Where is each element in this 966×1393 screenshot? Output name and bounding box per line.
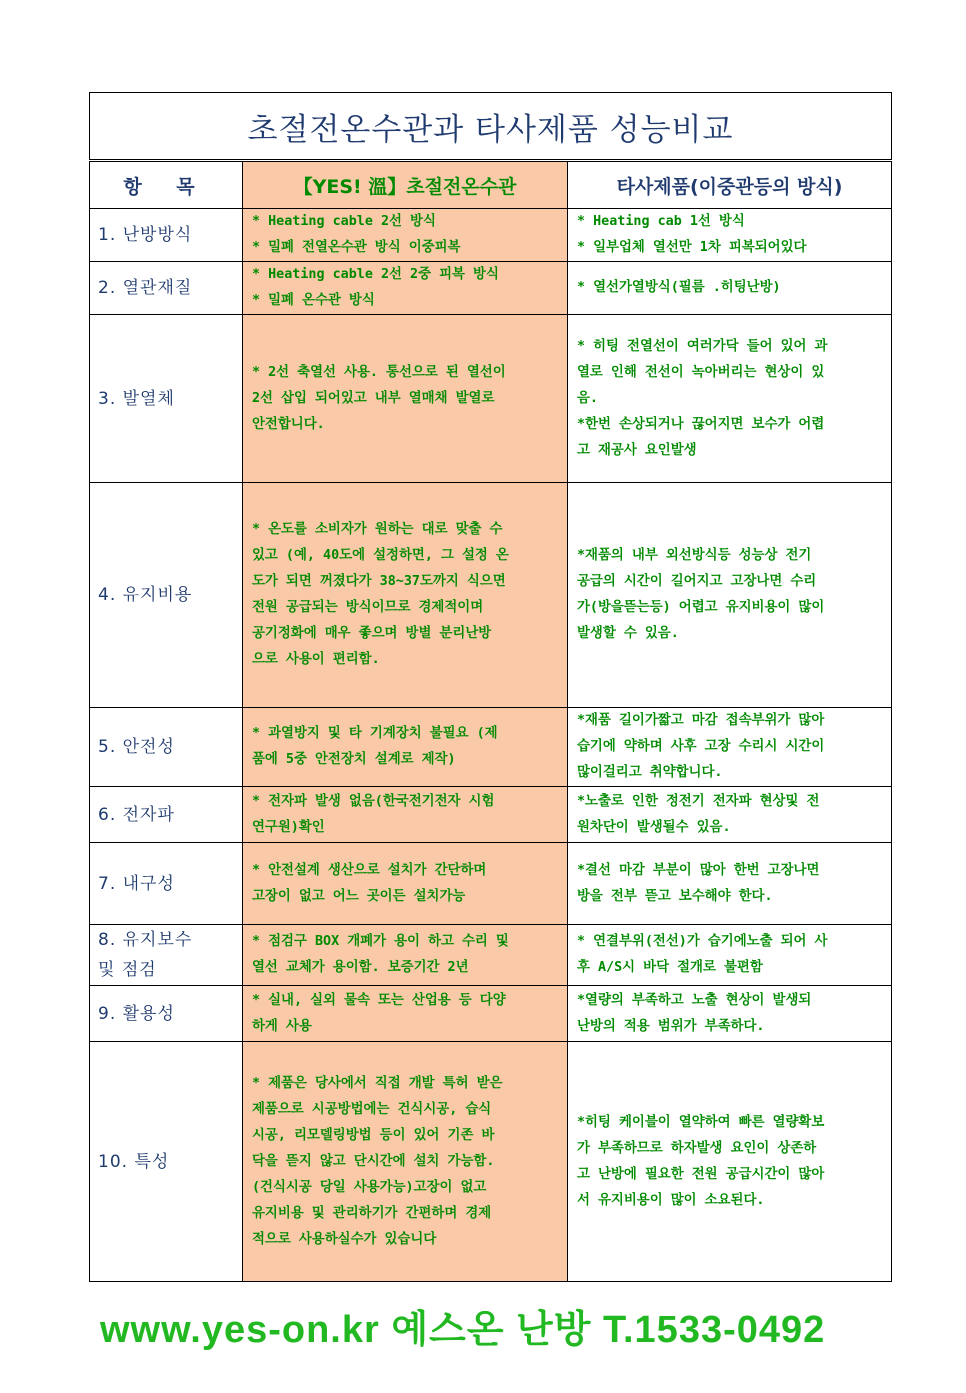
table-row [90, 1042, 892, 1282]
row-yes-cell [243, 986, 568, 1042]
row-other-cell [568, 787, 892, 843]
header-row [90, 161, 892, 209]
row-yes-cell [243, 925, 568, 986]
cell-line: 습기에 약하며 사후 고장 수리시 시간이 [577, 739, 825, 754]
row-yes-cell [243, 262, 568, 315]
table-row [90, 986, 892, 1042]
row-other-cell [568, 1042, 892, 1282]
cell-line: *결선 마감 부분이 많아 한번 고장나면 [577, 862, 820, 878]
cell-line: 열로 인해 전선이 녹아버리는 현상이 있 [577, 364, 825, 380]
cell-line: 공기정화에 매우 좋으며 방별 분리난방 [252, 626, 492, 641]
comparison-table [89, 92, 892, 1282]
cell-line: 가(방을뜯는등) 어렵고 유지비용이 많이 [577, 600, 825, 615]
cell-line: * Heating cable 2선 2중 피복 방식 [252, 267, 499, 282]
row-other-cell [568, 483, 892, 708]
table-row [90, 787, 892, 843]
cell-line: * 2선 축열선 사용. 통선으로 된 열선이 [252, 364, 506, 380]
cell-line: * 온도를 소비자가 원하는 대로 맞출 수 [252, 522, 503, 537]
footer-contact: www.yes-on.kr 예스온 난방 T.1533-0492 [100, 1309, 826, 1351]
header-yes-product: 【YES! 溫】초절전온수관 [243, 161, 568, 209]
cell-line: 안전합니다. [252, 416, 325, 432]
row-item-cell [90, 209, 243, 262]
cell-line: * 밀폐 전열온수관 방식 이중피복 [252, 240, 461, 255]
cell-line: 품에 5중 안전장치 설계로 제작) [252, 752, 456, 767]
row-other-cell [568, 986, 892, 1042]
row-yes-cell [243, 787, 568, 843]
row-other-cell [568, 843, 892, 925]
cell-line: 음. [577, 390, 598, 406]
cell-line: 2. 열관재질 [98, 278, 193, 298]
cell-line: *재품 길이가짧고 마감 접속부위가 많아 [577, 713, 825, 728]
cell-line: 적으로 사용하실수가 있습니다 [252, 1231, 437, 1247]
cell-line: 발생할 수 있음. [577, 626, 679, 641]
cell-line: 전원 공급되는 방식이므로 경제적이며 [252, 600, 484, 615]
row-yes-cell [243, 708, 568, 787]
table-row [90, 843, 892, 925]
cell-line: *재품의 내부 외선방식등 성능상 전기 [577, 548, 812, 563]
table-body [90, 209, 892, 1282]
row-other-cell [568, 262, 892, 315]
cell-line: 8. 유지보수 [98, 930, 193, 950]
cell-line: 고장이 없고 어느 곳이든 설치가능 [252, 888, 466, 904]
row-other-cell [568, 209, 892, 262]
row-item-cell [90, 787, 243, 843]
cell-line: * 실내, 실외 물속 또는 산업용 등 다양 [252, 992, 506, 1008]
cell-line: * 과열방지 및 타 기계장치 불필요 (제 [252, 726, 498, 741]
table-row [90, 262, 892, 315]
cell-line: * 히팅 전열선이 여러가닥 들어 있어 과 [577, 338, 828, 354]
table-row [90, 708, 892, 787]
row-yes-cell [243, 209, 568, 262]
cell-line: *열량의 부족하고 노출 현상이 발생되 [577, 992, 812, 1008]
cell-line: 시공, 리모델링방법 등이 있어 기존 바 [252, 1127, 495, 1143]
cell-line: 서 유지비용이 많이 소요된다. [577, 1192, 765, 1208]
row-other-cell [568, 708, 892, 787]
row-item-cell [90, 925, 243, 986]
table-row [90, 483, 892, 708]
cell-line: *한번 손상되거나 끊어지면 보수가 어렵 [577, 416, 825, 432]
cell-line: * 안전설계 생산으로 설치가 간단하며 [252, 862, 487, 878]
cell-line: 난방의 적용 범위가 부족하다. [577, 1018, 765, 1034]
cell-line: 열선 교체가 용이함. 보증기간 2년 [252, 960, 469, 975]
table-row [90, 925, 892, 986]
cell-line: 닥을 뜯지 않고 단시간에 설치 가능함. [252, 1153, 495, 1169]
cell-line: * Heating cable 2선 방식 [252, 214, 436, 229]
row-yes-cell [243, 1042, 568, 1282]
row-item-cell [90, 483, 243, 708]
cell-line: 있고 (예, 40도에 설정하면, 그 설정 온 [252, 548, 509, 563]
header-other-product: 타사제품(이중관등의 방식) [568, 161, 892, 209]
row-item-cell [90, 986, 243, 1042]
row-yes-cell [243, 315, 568, 483]
cell-line: 후 A/S시 바닥 절개로 불편함 [577, 960, 763, 975]
cell-line: 하게 사용 [252, 1018, 312, 1034]
cell-line: 공급의 시간이 길어지고 고장나면 수리 [577, 574, 817, 589]
cell-line: (건식시공 당일 사용가능)고장이 없고 [252, 1179, 487, 1195]
cell-line: 7. 내구성 [98, 873, 175, 894]
cell-line: 고 난방에 필요한 전원 공급시간이 많아 [577, 1166, 825, 1182]
cell-line: * 제품은 당사에서 직접 개발 특허 받은 [252, 1075, 503, 1091]
row-item-cell [90, 1042, 243, 1282]
cell-line: 원차단이 발생될수 있음. [577, 819, 731, 835]
row-item-cell [90, 843, 243, 925]
row-yes-cell [243, 843, 568, 925]
cell-line: * 열선가열방식(필름 .히팅난방) [577, 280, 781, 295]
cell-line: 10. 특성 [98, 1151, 170, 1172]
cell-line: 제품으로 시공방법에는 건식시공, 습식 [252, 1101, 492, 1117]
cell-line: 가 부족하므로 하자발생 요인이 상존하 [577, 1140, 817, 1156]
cell-line: 많이걸리고 취약합니다. [577, 765, 723, 780]
cell-line: 고 재공사 요인발생 [577, 442, 697, 458]
table-row [90, 209, 892, 262]
header-item: 항 목 [90, 161, 243, 209]
cell-line: * 전자파 발생 없음(한국전기전자 시험 [252, 793, 495, 809]
cell-line: * 연결부위(전선)가 습기에노출 되어 사 [577, 934, 828, 949]
cell-line: 방을 전부 뜯고 보수해야 한다. [577, 888, 773, 904]
row-item-cell [90, 708, 243, 787]
cell-line: 5. 안전성 [98, 737, 175, 757]
cell-line: 유지비용 및 관리하기가 간편하며 경제 [252, 1205, 492, 1221]
table-row [90, 315, 892, 483]
row-item-cell [90, 262, 243, 315]
cell-line: * 일부업체 열선만 1차 피복되어있다 [577, 240, 807, 255]
row-other-cell [568, 925, 892, 986]
cell-line: 및 점검 [98, 960, 157, 980]
row-item-cell [90, 315, 243, 483]
cell-line: * 점검구 BOX 개폐가 용이 하고 수리 및 [252, 934, 509, 949]
cell-line: 2선 삽입 되어있고 내부 열매채 발열로 [252, 390, 495, 406]
cell-line: *히팅 케이블이 열약하여 빠른 열량확보 [577, 1114, 825, 1130]
cell-line: 3. 발열체 [98, 388, 175, 409]
cell-line: 6. 전자파 [98, 804, 175, 825]
cell-line: 1. 난방방식 [98, 225, 193, 245]
cell-line: * 밀폐 온수관 방식 [252, 293, 375, 308]
cell-line: * Heating cab 1선 방식 [577, 214, 745, 229]
row-yes-cell [243, 483, 568, 708]
cell-line: 으로 사용이 편리함. [252, 652, 380, 667]
cell-line: *노출로 인한 정전기 전자파 현상및 전 [577, 793, 820, 809]
row-other-cell [568, 315, 892, 483]
cell-line: 9. 활용성 [98, 1003, 175, 1024]
document-title: 초절전온수관과 타사제품 성능비교 [90, 93, 892, 161]
cell-line: 4. 유지비용 [98, 585, 193, 605]
cell-line: 도가 되면 꺼졌다가 38~37도까지 식으면 [252, 574, 506, 589]
title-row [90, 93, 892, 161]
cell-line: 연구원)확인 [252, 819, 325, 835]
